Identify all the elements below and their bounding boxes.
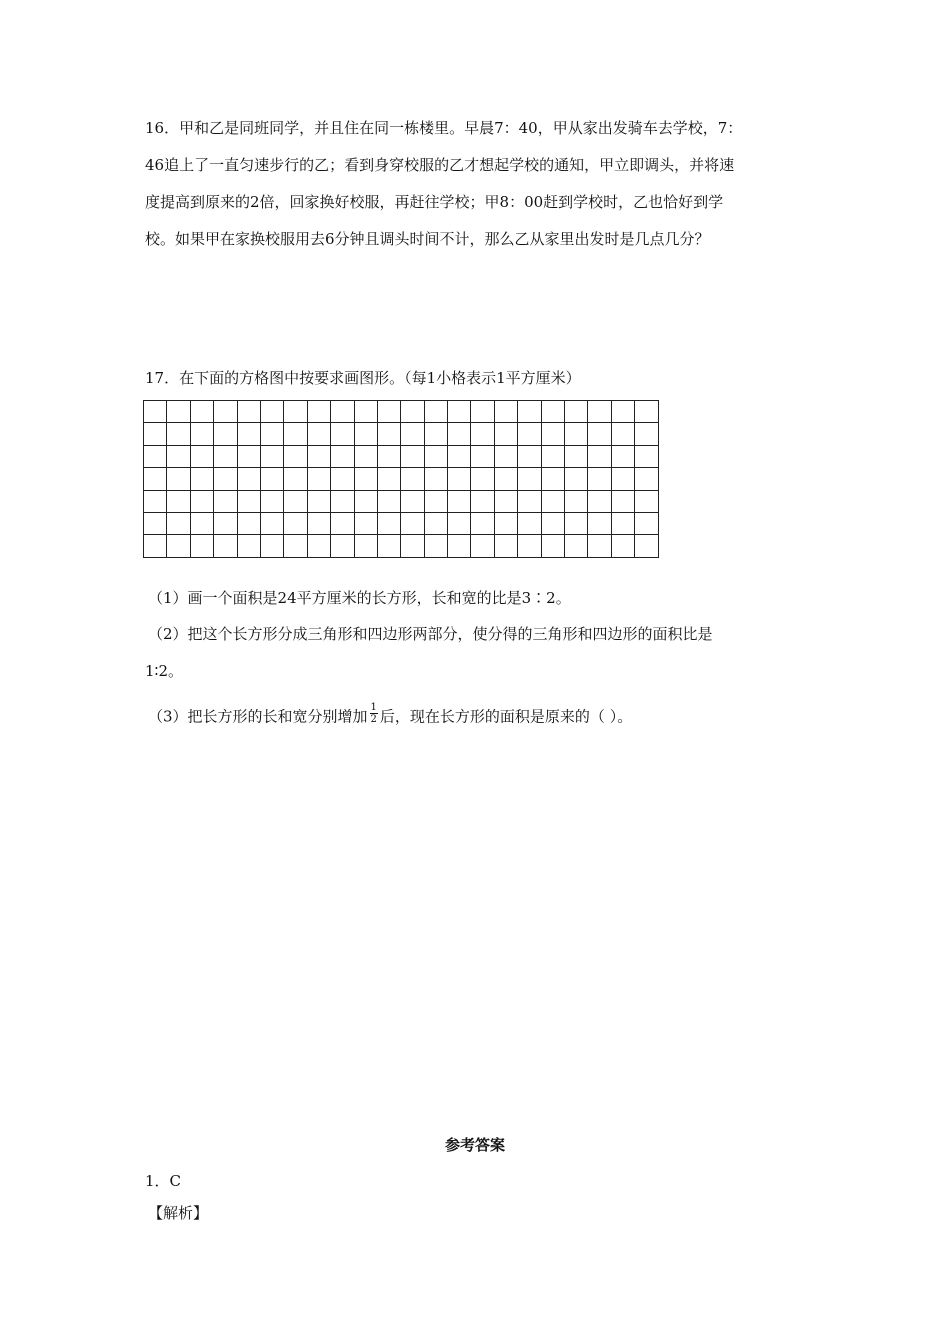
grid-cell	[611, 490, 634, 512]
fraction-one-half	[370, 702, 378, 725]
grid-cell	[214, 490, 237, 512]
grid-cell	[237, 490, 260, 512]
grid-cell	[401, 423, 424, 445]
grid-cell	[635, 512, 658, 534]
grid-cell	[237, 468, 260, 490]
grid-cell	[284, 401, 307, 423]
grid-cell	[635, 445, 658, 467]
grid-cell	[494, 512, 517, 534]
grid-cell	[424, 535, 447, 557]
grid-cell	[144, 423, 167, 445]
grid-cell	[401, 445, 424, 467]
fraction-denominator: 2	[370, 714, 377, 725]
grid-cell	[237, 423, 260, 445]
grid-cell	[260, 490, 283, 512]
grid-cell	[588, 401, 611, 423]
grid-cell	[541, 468, 564, 490]
grid-cell	[284, 445, 307, 467]
grid-cell	[237, 401, 260, 423]
q16-line-1: 16．甲和乙是同班同学，并且住在同一栋楼里。早晨7：40，甲从家出发骑车去学校，7：	[145, 119, 743, 137]
grid-row	[144, 512, 659, 534]
q17-sub1: （1）画一个面积是24平方厘米的长方形，长和宽的比是3∶2。	[148, 589, 571, 607]
grid-cell	[424, 445, 447, 467]
grid-cell	[144, 512, 167, 534]
grid-cell	[377, 535, 400, 557]
grid-cell	[541, 401, 564, 423]
q17-sub3	[148, 702, 633, 729]
grid-row	[144, 468, 659, 490]
grid-cell	[448, 468, 471, 490]
grid-cell	[635, 423, 658, 445]
grid-cell	[144, 535, 167, 557]
grid-cell	[144, 490, 167, 512]
grid-cell	[307, 512, 330, 534]
grid-cell	[494, 490, 517, 512]
grid-cell	[401, 535, 424, 557]
grid-cell	[167, 401, 190, 423]
grid-cell	[354, 512, 377, 534]
answer-section-title: 参考答案	[444, 1136, 505, 1154]
grid-cell	[494, 423, 517, 445]
grid-cell	[471, 512, 494, 534]
grid-cell	[167, 512, 190, 534]
grid-cell	[331, 535, 354, 557]
grid-cell	[541, 512, 564, 534]
grid-cell	[331, 490, 354, 512]
grid-cell	[190, 468, 213, 490]
grid-cell	[424, 423, 447, 445]
grid-cell	[401, 490, 424, 512]
grid-row	[144, 490, 659, 512]
grid-cell	[354, 490, 377, 512]
grid-cell	[214, 401, 237, 423]
grid-cell	[354, 468, 377, 490]
grid-cell	[260, 423, 283, 445]
grid-cell	[448, 535, 471, 557]
grid-cell	[260, 445, 283, 467]
grid-cell	[588, 535, 611, 557]
grid-cell	[237, 512, 260, 534]
grid-cell	[284, 423, 307, 445]
grid-row	[144, 401, 659, 423]
grid-cell	[167, 468, 190, 490]
grid-cell	[331, 401, 354, 423]
grid-cell	[471, 468, 494, 490]
grid-cell	[190, 490, 213, 512]
grid-cell	[377, 468, 400, 490]
grid-cell	[518, 423, 541, 445]
grid-cell	[611, 445, 634, 467]
grid-cell	[260, 468, 283, 490]
grid-cell	[144, 445, 167, 467]
q17-sub2-line1: （2）把这个长方形分成三角形和四边形两部分，使分得的三角形和四边形的面积比是	[148, 625, 713, 643]
grid-cell	[214, 423, 237, 445]
grid-cell	[588, 423, 611, 445]
square-grid	[143, 400, 659, 558]
grid-cell	[284, 512, 307, 534]
grid-cell	[494, 535, 517, 557]
grid-cell	[307, 468, 330, 490]
grid-cell	[331, 512, 354, 534]
grid-cell	[635, 401, 658, 423]
grid-cell	[284, 490, 307, 512]
grid-cell	[518, 468, 541, 490]
grid-row	[144, 445, 659, 467]
grid-cell	[635, 535, 658, 557]
grid-cell	[260, 535, 283, 557]
grid-cell	[354, 445, 377, 467]
grid-cell	[611, 423, 634, 445]
grid-cell	[471, 535, 494, 557]
grid-cell	[307, 423, 330, 445]
grid-cell	[565, 423, 588, 445]
grid-cell	[144, 401, 167, 423]
grid-cell	[377, 423, 400, 445]
grid-cell	[331, 423, 354, 445]
grid-cell	[635, 468, 658, 490]
grid-cell	[588, 445, 611, 467]
q17-title: 17．在下面的方格图中按要求画图形。（每1小格表示1平方厘米）	[145, 369, 581, 387]
grid-cell	[190, 512, 213, 534]
grid-cell	[167, 490, 190, 512]
grid-cell	[471, 401, 494, 423]
grid-cell	[237, 535, 260, 557]
grid-cell	[611, 468, 634, 490]
grid-cell	[448, 512, 471, 534]
grid-cell	[635, 490, 658, 512]
grid-cell	[588, 490, 611, 512]
grid-cell	[237, 445, 260, 467]
grid-cell	[471, 423, 494, 445]
grid-cell	[214, 445, 237, 467]
grid-cell	[471, 490, 494, 512]
grid-cell	[448, 401, 471, 423]
grid-cell	[307, 490, 330, 512]
grid-cell	[401, 401, 424, 423]
grid-cell	[588, 512, 611, 534]
q17-sub3-after: 后，现在长方形的面积是原来的（ ）。	[379, 707, 633, 726]
grid-cell	[494, 401, 517, 423]
grid-cell	[307, 445, 330, 467]
grid-cell	[611, 401, 634, 423]
grid-cell	[494, 445, 517, 467]
grid-cell	[424, 490, 447, 512]
grid-cell	[354, 535, 377, 557]
grid-cell	[167, 423, 190, 445]
grid-cell	[214, 535, 237, 557]
grid-cell	[494, 468, 517, 490]
grid-cell	[565, 535, 588, 557]
grid-cell	[448, 445, 471, 467]
grid-cell	[377, 512, 400, 534]
q16-line-4: 校。如果甲在家换校服用去6分钟且调头时间不计，那么乙从家里出发时是几点几分？	[145, 230, 710, 248]
grid-cell	[541, 423, 564, 445]
q16-line-2: 46追上了一直匀速步行的乙；看到身穿校服的乙才想起学校的通知，甲立即调头，并将速	[145, 156, 735, 174]
grid-cell	[541, 535, 564, 557]
grid-cell	[541, 445, 564, 467]
grid-cell	[307, 401, 330, 423]
grid-cell	[214, 512, 237, 534]
grid-cell	[565, 401, 588, 423]
grid-cell	[518, 490, 541, 512]
grid-cell	[518, 535, 541, 557]
grid-cell	[424, 401, 447, 423]
grid-cell	[565, 512, 588, 534]
grid-cell	[331, 445, 354, 467]
grid-cell	[401, 468, 424, 490]
q16-line-3: 度提高到原来的2倍，回家换好校服，再赶往学校；甲8：00赶到学校时，乙也恰好到学	[145, 193, 724, 211]
grid-cell	[284, 535, 307, 557]
q17-sub2-line2: 1∶2。	[145, 662, 183, 680]
grid-cell	[518, 512, 541, 534]
q17-sub3-before: （3）把长方形的长和宽分别增加	[148, 707, 368, 726]
grid-cell	[377, 490, 400, 512]
grid-cell	[518, 445, 541, 467]
grid-cell	[260, 401, 283, 423]
grid-cell	[377, 401, 400, 423]
grid-cell	[518, 401, 541, 423]
grid-cell	[448, 490, 471, 512]
grid-cell	[611, 535, 634, 557]
grid-row	[144, 535, 659, 557]
grid-cell	[284, 468, 307, 490]
grid-cell	[541, 490, 564, 512]
analysis-label: 【解析】	[148, 1204, 209, 1222]
grid-cell	[354, 423, 377, 445]
grid-cell	[307, 535, 330, 557]
grid-cell	[354, 401, 377, 423]
grid-cell	[611, 512, 634, 534]
grid-cell	[588, 468, 611, 490]
grid-cell	[424, 468, 447, 490]
fraction-numerator: 1	[370, 702, 377, 713]
grid-cell	[424, 512, 447, 534]
grid-cell	[190, 401, 213, 423]
grid-cell	[190, 423, 213, 445]
grid-cell	[565, 468, 588, 490]
grid-cell	[190, 535, 213, 557]
grid-cell	[471, 445, 494, 467]
grid-cell	[144, 468, 167, 490]
grid-cell	[260, 512, 283, 534]
grid-cell	[401, 512, 424, 534]
grid-cell	[167, 445, 190, 467]
grid-row	[144, 423, 659, 445]
grid-cell	[448, 423, 471, 445]
grid-cell	[565, 445, 588, 467]
grid-cell	[214, 468, 237, 490]
grid-cell	[190, 445, 213, 467]
grid-cell	[377, 445, 400, 467]
answer-item-1: 1．C	[145, 1172, 182, 1190]
grid-cell	[331, 468, 354, 490]
grid-cell	[565, 490, 588, 512]
grid-cell	[167, 535, 190, 557]
